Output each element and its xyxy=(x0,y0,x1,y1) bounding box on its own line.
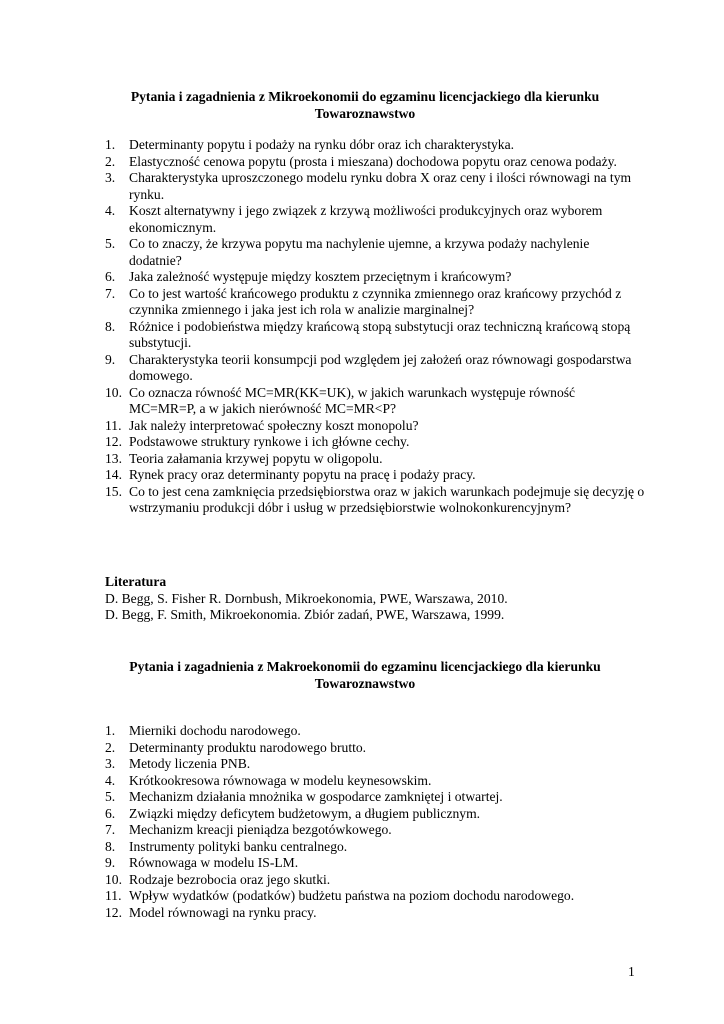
micro-question-item xyxy=(105,137,645,154)
question-number: 6. xyxy=(105,269,116,284)
macro-question-item xyxy=(105,789,645,806)
macro-question-item xyxy=(105,773,645,790)
question-number: 11. xyxy=(105,888,122,903)
question-text: Mechanizm kreacji pieniądza bezgotówkowego. xyxy=(129,822,392,837)
question-text: Co to jest cena zamknięcia przedsiębiorstwa oraz w jakich warunkach podejmuje się decyzję o wstrzymaniu produkcji dóbr i usług w przedsiębiorstwie wolnokonkurencyjnym? xyxy=(129,483,645,515)
question-text: Krótkookresowa równowaga w modelu keynesowskim. xyxy=(129,772,432,788)
question-number: 10. xyxy=(105,384,122,400)
macro-question-item xyxy=(105,806,645,823)
question-number: 3. xyxy=(105,756,116,771)
question-number: 4. xyxy=(105,203,116,218)
question-number: 7. xyxy=(105,822,116,837)
macro-heading-line2: Towaroznawstwo xyxy=(314,676,416,691)
question-number: 14. xyxy=(105,467,122,482)
question-text: Wpływ wydatków (podatków) budżetu państwa na poziom dochodu narodowego. xyxy=(129,888,575,903)
question-text: Co oznacza równość MC=MR(KK=UK), w jakich warunkach występuje równość MC=MR=P, a w jakich nierówność MC=MR<P? xyxy=(129,384,576,416)
question-number: 2. xyxy=(105,739,116,755)
micro-heading-line2: Towaroznawstwo xyxy=(314,106,416,121)
question-number: 13. xyxy=(105,450,122,466)
question-number: 2. xyxy=(105,153,116,169)
question-text: Determinanty popytu i podaży na rynku dóbr oraz ich charakterystyka. xyxy=(129,137,515,152)
question-text: Związki między deficytem budżetowym, a długiem publicznym. xyxy=(129,805,481,821)
micro-question-item xyxy=(105,203,645,236)
micro-question-item xyxy=(105,434,645,451)
question-text: Charakterystyka uproszczonego modelu rynku dobra X oraz ceny i ilości równowagi na tym rynku. xyxy=(129,170,632,202)
macro-question-list xyxy=(105,723,645,921)
question-text: Jaka zależność występuje między kosztem przeciętnym i krańcowym? xyxy=(129,269,512,284)
question-number: 1. xyxy=(105,137,116,152)
macro-question-item xyxy=(105,822,645,839)
micro-question-item xyxy=(105,451,645,468)
question-number: 4. xyxy=(105,772,116,788)
macro-heading xyxy=(105,658,625,692)
question-text: Rynek pracy oraz determinanty popytu na pracę i podaży pracy. xyxy=(129,467,476,482)
macro-question-item xyxy=(105,723,645,740)
question-number: 7. xyxy=(105,285,116,301)
micro-question-list xyxy=(105,137,645,517)
micro-question-item xyxy=(105,385,645,418)
micro-heading xyxy=(105,88,625,122)
question-text: Determinanty produktu narodowego brutto. xyxy=(129,739,367,755)
micro-question-item xyxy=(105,484,645,517)
question-number: 3. xyxy=(105,170,116,185)
question-number: 12. xyxy=(105,904,122,920)
question-text: Co to jest wartość krańcowego produktu z czynnika zmiennego oraz krańcowy przychód z czynnika zmiennego i jaka jest ich rola w analizie marginalnej? xyxy=(129,285,622,317)
micro-question-item xyxy=(105,236,645,269)
macro-question-item xyxy=(105,740,645,757)
macro-question-item xyxy=(105,905,645,922)
micro-question-item xyxy=(105,418,645,435)
question-number: 10. xyxy=(105,871,122,887)
micro-question-item xyxy=(105,286,645,319)
micro-heading-line1: Pytania i zagadnienia z Mikroekonomii do egzaminu licencjackiego dla kierunku xyxy=(130,89,600,104)
micro-question-item xyxy=(105,467,645,484)
question-text: Elastyczność cenowa popytu (prosta i mieszana) dochodowa popytu oraz cenowa podaży. xyxy=(129,153,617,169)
micro-question-item xyxy=(105,154,645,171)
literature-section xyxy=(105,574,645,624)
macro-question-item xyxy=(105,855,645,872)
question-text: Charakterystyka teorii konsumpcji pod względem jej założeń oraz równowagi gospodarstwa domowego. xyxy=(129,351,632,383)
question-number: 9. xyxy=(105,351,116,367)
question-number: 12. xyxy=(105,434,122,449)
question-number: 8. xyxy=(105,318,116,334)
question-text: Rodzaje bezrobocia oraz jego skutki. xyxy=(129,871,331,887)
macro-heading-line1: Pytania i zagadnienia z Makroekonomii do egzaminu licencjackiego dla kierunku xyxy=(129,659,601,674)
question-number: 8. xyxy=(105,838,116,854)
page-number: 1 xyxy=(628,964,635,979)
literature-title: Literatura xyxy=(105,574,167,589)
question-text: Co to znaczy, że krzywa popytu ma nachylenie ujemne, a krzywa podaży nachylenie dodatnie? xyxy=(129,236,590,268)
question-text: Mierniki dochodu narodowego. xyxy=(129,723,301,738)
question-number: 9. xyxy=(105,855,116,870)
micro-question-item xyxy=(105,269,645,286)
question-text: Mechanizm działania mnożnika w gospodarce zamkniętej i otwartej. xyxy=(129,789,503,804)
question-text: Instrumenty polityki banku centralnego. xyxy=(129,838,348,854)
question-text: Równowaga w modelu IS-LM. xyxy=(129,855,299,870)
question-number: 1. xyxy=(105,723,116,738)
question-number: 6. xyxy=(105,805,116,821)
literature-entry: D. Begg, S. Fisher R. Dornbush, Mikroekonomia, PWE, Warszawa, 2010. xyxy=(105,590,508,606)
macro-question-item xyxy=(105,756,645,773)
literature-entry: D. Begg, F. Smith, Mikroekonomia. Zbiór zadań, PWE, Warszawa, 1999. xyxy=(105,607,505,622)
question-text: Teoria załamania krzywej popytu w oligopolu. xyxy=(129,450,383,466)
question-text: Jak należy interpretować społeczny koszt monopolu? xyxy=(129,417,419,433)
macro-question-item xyxy=(105,839,645,856)
question-number: 11. xyxy=(105,417,122,433)
question-text: Metody liczenia PNB. xyxy=(129,756,251,771)
macro-question-item xyxy=(105,888,645,905)
micro-question-item xyxy=(105,319,645,352)
question-text: Podstawowe struktury rynkowe i ich główne cechy. xyxy=(129,434,410,449)
micro-question-item xyxy=(105,352,645,385)
question-text: Model równowagi na rynku pracy. xyxy=(129,904,317,920)
question-number: 5. xyxy=(105,789,116,804)
question-text: Różnice i podobieństwa między krańcową stopą substytucji oraz techniczną krańcową stopą substytucji. xyxy=(129,318,631,350)
macro-question-item xyxy=(105,872,645,889)
micro-question-item xyxy=(105,170,645,203)
question-text: Koszt alternatywny i jego związek z krzywą możliwości produkcyjnych oraz wyborem ekonomicznym. xyxy=(129,203,603,235)
question-number: 15. xyxy=(105,483,122,499)
question-number: 5. xyxy=(105,236,116,251)
